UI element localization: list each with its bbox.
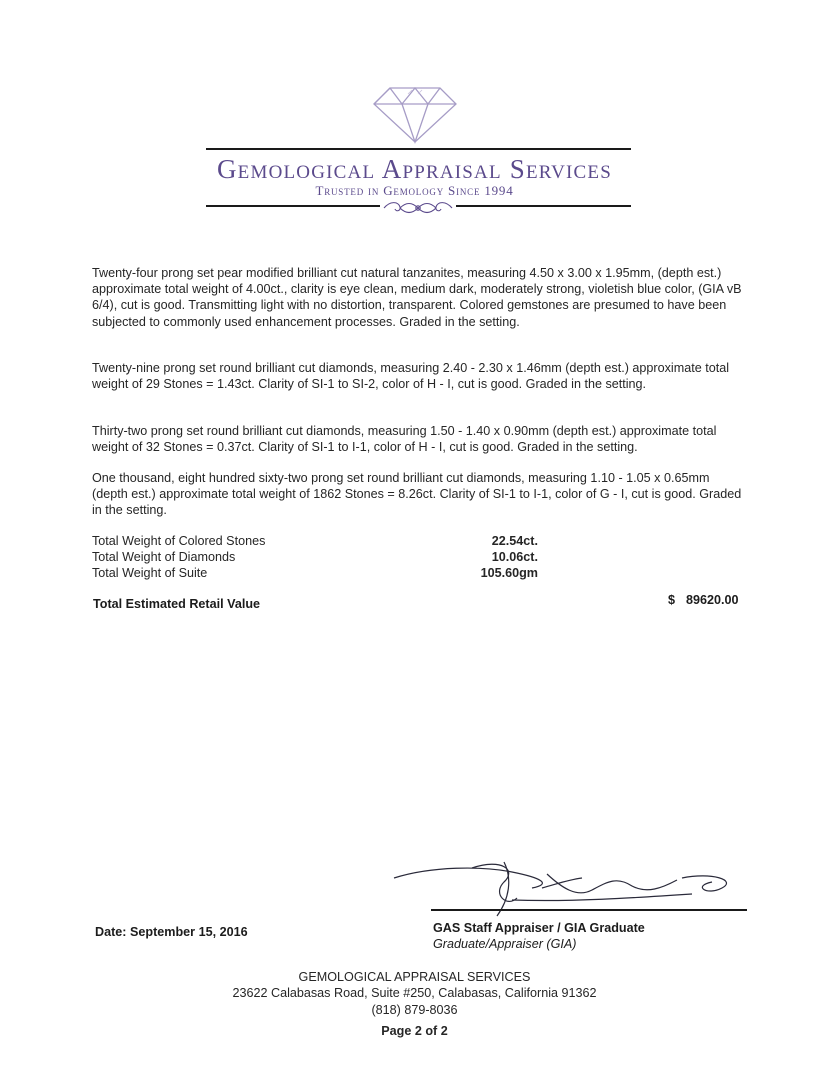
- appraiser-subtitle: Graduate/Appraiser (GIA): [433, 937, 577, 951]
- footer-company: GEMOLOGICAL APPRAISAL SERVICES: [298, 970, 531, 984]
- scroll-ornament-icon: [380, 199, 456, 222]
- description-diamonds-1862: One thousand, eight hundred sixty-two prong set round brilliant cut diamonds, measuring 1.10 - 1.05 x 0.65mm (depth est.) approximate total weight of 1862 Stones = 8.26ct. Clarity of SI-1 to I-1, color of G - I, cut is good. Graded in the setting.: [92, 471, 742, 518]
- footer-phone: (818) 879-8036: [371, 1003, 458, 1017]
- total-diamonds-label: Total Weight of Diamonds: [92, 550, 236, 564]
- total-suite-value: 105.60gm: [480, 566, 538, 580]
- total-colored-stones-label: Total Weight of Colored Stones: [92, 534, 266, 548]
- total-suite-label: Total Weight of Suite: [92, 566, 208, 580]
- company-tagline: Trusted in Gemology Since 1994: [315, 183, 514, 198]
- diamond-icon: [372, 84, 458, 149]
- signature-line: [431, 909, 747, 911]
- retail-currency: $: [668, 593, 676, 607]
- appraisal-date: Date: September 15, 2016: [95, 925, 248, 939]
- total-diamonds-value: 10.06ct.: [491, 550, 538, 564]
- footer-address: 23622 Calabasas Road, Suite #250, Calabasas, California 91362: [232, 986, 597, 1000]
- company-name: Gemological Appraisal Services: [216, 154, 613, 184]
- retail-value-label: Total Estimated Retail Value: [93, 597, 261, 611]
- header-rule-top: [206, 148, 631, 150]
- description-tanzanites: Twenty-four prong set pear modified brilliant cut natural tanzanites, measuring 4.50 x 3.00 x 1.95mm, (depth est.) approximate total weight of 4.00ct., clarity is eye clean, medium dark, moderately strong, violetish blue color, (GIA vB 6/4), cut is good. Transmitting light with no distortion, transparent. Colored gemstones are presumed to have been subjected to commonly used enhancement processes. Graded in the setting.: [92, 266, 742, 329]
- total-colored-stones-value: 22.54ct.: [491, 534, 538, 548]
- signature: [392, 858, 742, 923]
- description-diamonds-29: Twenty-nine prong set round brilliant cut diamonds, measuring 2.40 - 2.30 x 1.46mm (depth est.) approximate total weight of 29 Stones = 1.43ct. Clarity of SI-1 to SI-2, color of H - I, cut is good. Graded in the setting.: [92, 361, 730, 392]
- retail-amount: 89620.00: [686, 593, 739, 607]
- description-diamonds-32: Thirty-two prong set round brilliant cut diamonds, measuring 1.50 - 1.40 x 0.90mm (depth est.) approximate total weight of 32 Stones = 0.37ct. Clarity of SI-1 to I-1, color of H - I, cut is good. Graded in the setting.: [92, 424, 717, 455]
- page-number: Page 2 of 2: [381, 1024, 448, 1038]
- appraiser-title: GAS Staff Appraiser / GIA Graduate: [433, 921, 645, 935]
